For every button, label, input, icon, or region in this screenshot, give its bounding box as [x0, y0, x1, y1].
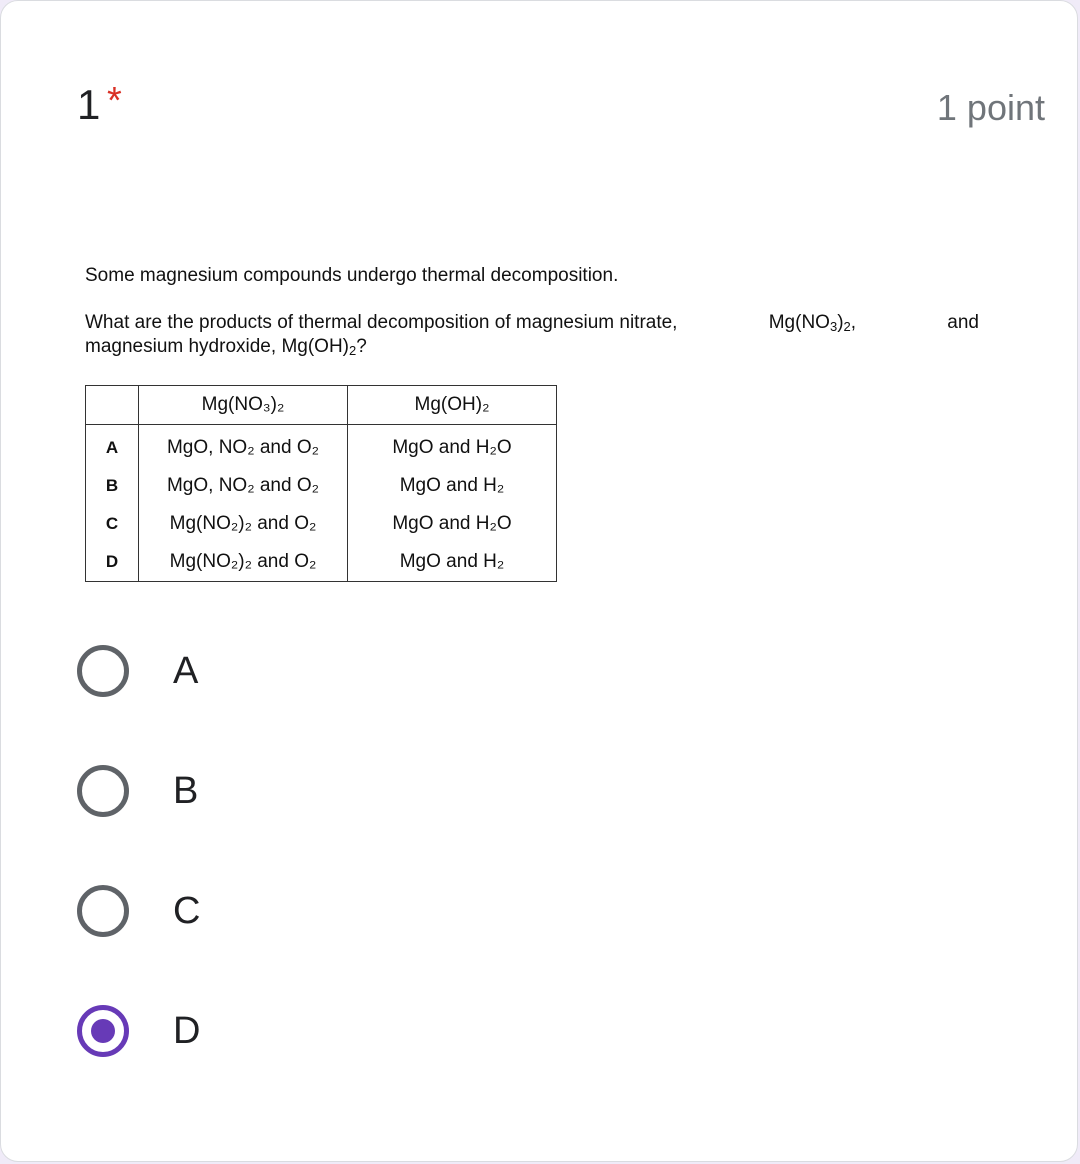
table-header-row [86, 386, 557, 425]
table-row [86, 543, 557, 582]
answer-option-b[interactable] [77, 761, 200, 821]
ask-formula-nitrate: $Mg(NO_3)_2$, [768, 312, 857, 334]
row-letter: A [86, 425, 139, 468]
ask-part1: What are the products of thermal decomposition of magnesium nitrate, [85, 312, 678, 333]
row-letter: D [86, 543, 139, 582]
radio-button-a[interactable] [77, 645, 129, 697]
radio-button-c[interactable] [77, 885, 129, 937]
row-letter: B [86, 467, 139, 505]
question-ask [85, 311, 979, 359]
ask-part2: and [947, 312, 979, 333]
row-hydroxide-products: MgO and H₂O [348, 425, 557, 468]
radio-button-b[interactable] [77, 765, 129, 817]
row-nitrate-products: Mg(NO₂)₂ and O₂ [139, 505, 348, 543]
table-row [86, 505, 557, 543]
table-header-nitrate: Mg(NO₃)₂ [139, 386, 348, 425]
radio-button-d[interactable] [77, 1005, 129, 1057]
question-points: 1 point [936, 87, 1045, 128]
ask-line2a: magnesium hydroxide, [85, 336, 277, 357]
option-label-a: A [173, 650, 199, 692]
option-label-c: C [173, 890, 201, 932]
question-image [85, 263, 979, 359]
table-row [86, 425, 557, 468]
row-nitrate-products: Mg(NO₂)₂ and O₂ [139, 543, 348, 582]
row-nitrate-products: MgO, NO₂ and O₂ [139, 467, 348, 505]
option-label-d: D [173, 1010, 201, 1052]
row-nitrate-products: MgO, NO₂ and O₂ [139, 425, 348, 468]
answer-option-d[interactable] [77, 1001, 200, 1061]
options-table [85, 385, 557, 582]
row-hydroxide-products: MgO and H₂ [348, 543, 557, 582]
row-hydroxide-products: MgO and H₂O [348, 505, 557, 543]
answer-option-c[interactable] [77, 881, 200, 941]
table-header-empty [86, 386, 139, 425]
table-header-hydroxide: Mg(OH)₂ [348, 386, 557, 425]
row-letter: C [86, 505, 139, 543]
required-asterisk: * [107, 80, 122, 122]
ask-line2b: ? [356, 336, 367, 357]
row-hydroxide-products: MgO and H₂ [348, 467, 557, 505]
question-number: 1 [77, 81, 101, 128]
option-label-b: B [173, 770, 199, 812]
table-row [86, 467, 557, 505]
ask-formula-hydroxide: $Mg(OH)_2$ [281, 336, 357, 358]
answer-option-a[interactable] [77, 641, 200, 701]
question-intro: Some magnesium compounds undergo thermal decomposition. [85, 265, 619, 286]
answer-options [77, 641, 200, 1121]
